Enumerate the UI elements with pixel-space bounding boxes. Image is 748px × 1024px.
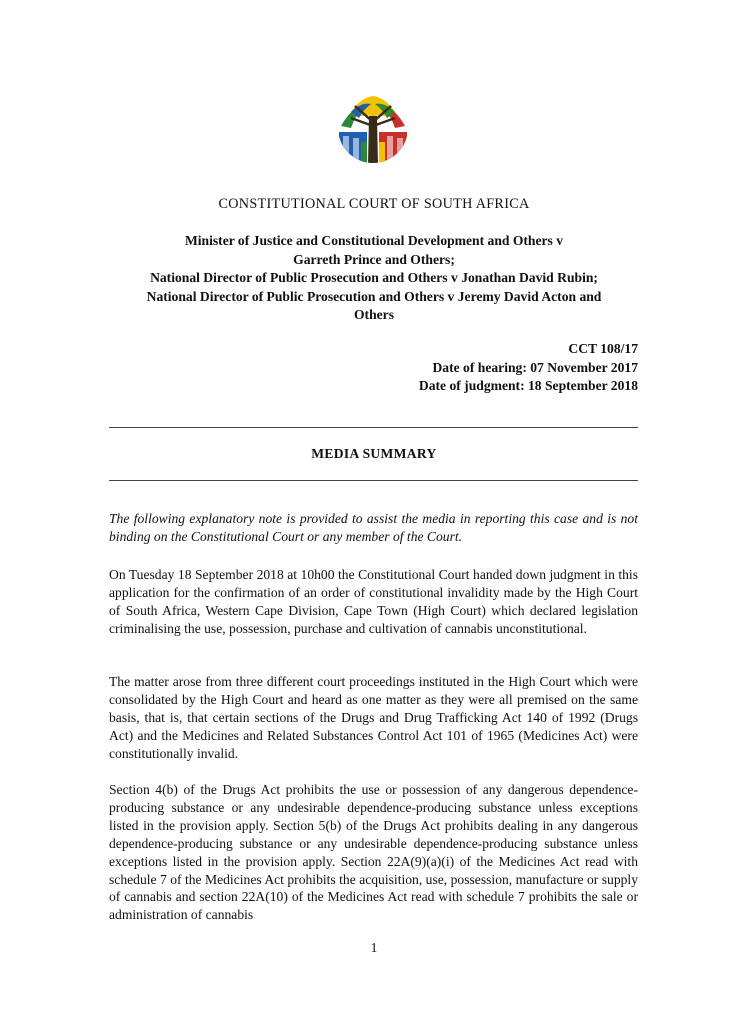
party-line: Others <box>353 307 395 322</box>
party-line: Minister of Justice and Constitutional Development and Others v <box>184 233 564 248</box>
case-number: CCT 108/17 <box>568 341 638 356</box>
party-line: National Director of Public Prosecution and Others v Jonathan David Rubin; <box>150 270 598 285</box>
body-paragraph: The matter arose from three different court proceedings instituted in the High Court which were consolidated by the High Court and heard as one matter as they were all premised on the same basis, that is, that certain sections of the Drugs and Drug Trafficking Act 140 of 1992 (Drugs Act) and the Medicines and Related Substances Control Act 101 of 1965 (Medicines Act) were constitutionally invalid. <box>109 674 638 761</box>
case-parties <box>110 232 638 325</box>
case-meta <box>419 340 638 396</box>
party-line: Garreth Prince and Others; <box>293 251 455 267</box>
section-heading: MEDIA SUMMARY <box>311 446 437 461</box>
top-divider <box>109 427 638 428</box>
party-line: National Director of Public Prosecution and Others v Jeremy David Acton and <box>146 288 602 304</box>
court-logo-icon <box>337 92 409 164</box>
body-paragraph: Section 4(b) of the Drugs Act prohibits the use or possession of any dangerous dependence-producing substance or any undesirable dependence-producing substance unless exceptions listed in the provision apply. Section 5(b) of the Drugs Act prohibits dealing in any dangerous dependence-producing substance or any undesirable dependence-producing substance unless exceptions listed in the provision apply. Section 22A(9)(a)(i) of the Medicines Act read with schedule 7 of the Medicines Act prohibits the acquisition, use, possession, manufacture or supply of cannabis and section 22A(10) of the Medicines Act read with schedule 7 prohibits the sale or administration of cannabis <box>109 782 638 923</box>
court-name: CONSTITUTIONAL COURT OF SOUTH AFRICA <box>218 196 530 212</box>
judgment-date: Date of judgment: 18 September 2018 <box>418 378 638 393</box>
hearing-date: Date of hearing: 07 November 2017 <box>432 359 638 375</box>
disclaimer-paragraph: The following explanatory note is provided to assist the media in reporting this case and is not binding on the Constitutional Court or any member of the Court. <box>109 511 638 544</box>
page-number: 1 <box>370 940 378 955</box>
body-paragraph: On Tuesday 18 September 2018 at 10h00 the Constitutional Court handed down judgment in this application for the confirmation of an order of constitutional invalidity made by the High Court of South Africa, Western Cape Division, Cape Town (High Court) which declared legislation criminalising the use, possession, purchase and cultivation of cannabis unconstitutional. <box>109 567 638 636</box>
bottom-divider <box>109 480 638 481</box>
